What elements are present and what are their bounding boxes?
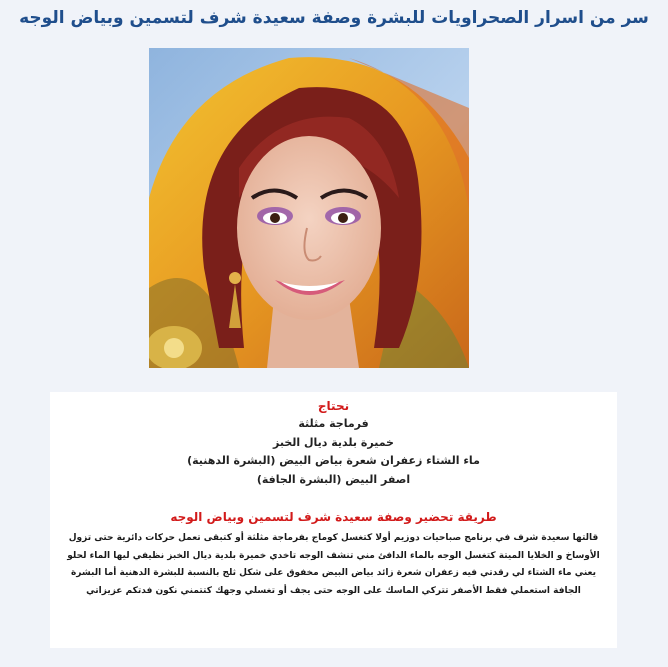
ingredients-heading: نحتاج (317, 399, 350, 413)
method-text: قالتها سعيدة شرف في برنامج صباحيات دوزيم أولا كتغسل كوماج بفرماجة مثلثة أو كتبقى تعمل حركات دائرية حتى تزول الأوساخ و الخلايا الميتة كتغسل الوجه بالماء الدافئ مني تنشف الوجه تاخدي خميرة بلدية ديال الخبز نظيفي ليها الماء لحلو يعني ماء الشتاء لي رقدتي فيه زعفران شعرة زائد بياض البيض مخفوق على شكل ثلج بالنسبة للبشرة الدهنية أما البشرة الجافة استعملي فقط الأصفر تتركي الماسك على الوجه حتى يجف أو تغسلي وجهك كتتمني نكون فدتكم عزيزاتي (67, 533, 600, 596)
portrait-image (149, 48, 469, 368)
page-title: سر من اسرار الصحراويات للبشرة وصفة سعيدة شرف لتسمين وبياض الوجه (19, 8, 649, 28)
article-photo (149, 48, 469, 368)
recipe-panel (50, 392, 617, 648)
ingredient-item: خميرة بلدية ديال الخبز (272, 435, 394, 449)
ingredient-item: اصفر البيض (البشرة الجافة) (256, 472, 411, 486)
ingredient-item: فرماجة مثلثة (298, 417, 369, 430)
method-heading: طريقة تحضير وصفة سعيدة شرف لتسمين وبياض الوجه (170, 510, 497, 524)
ingredient-item: ماء الشتاء زعفران شعرة بياض البيض (البشرة الدهنية) (187, 454, 480, 467)
